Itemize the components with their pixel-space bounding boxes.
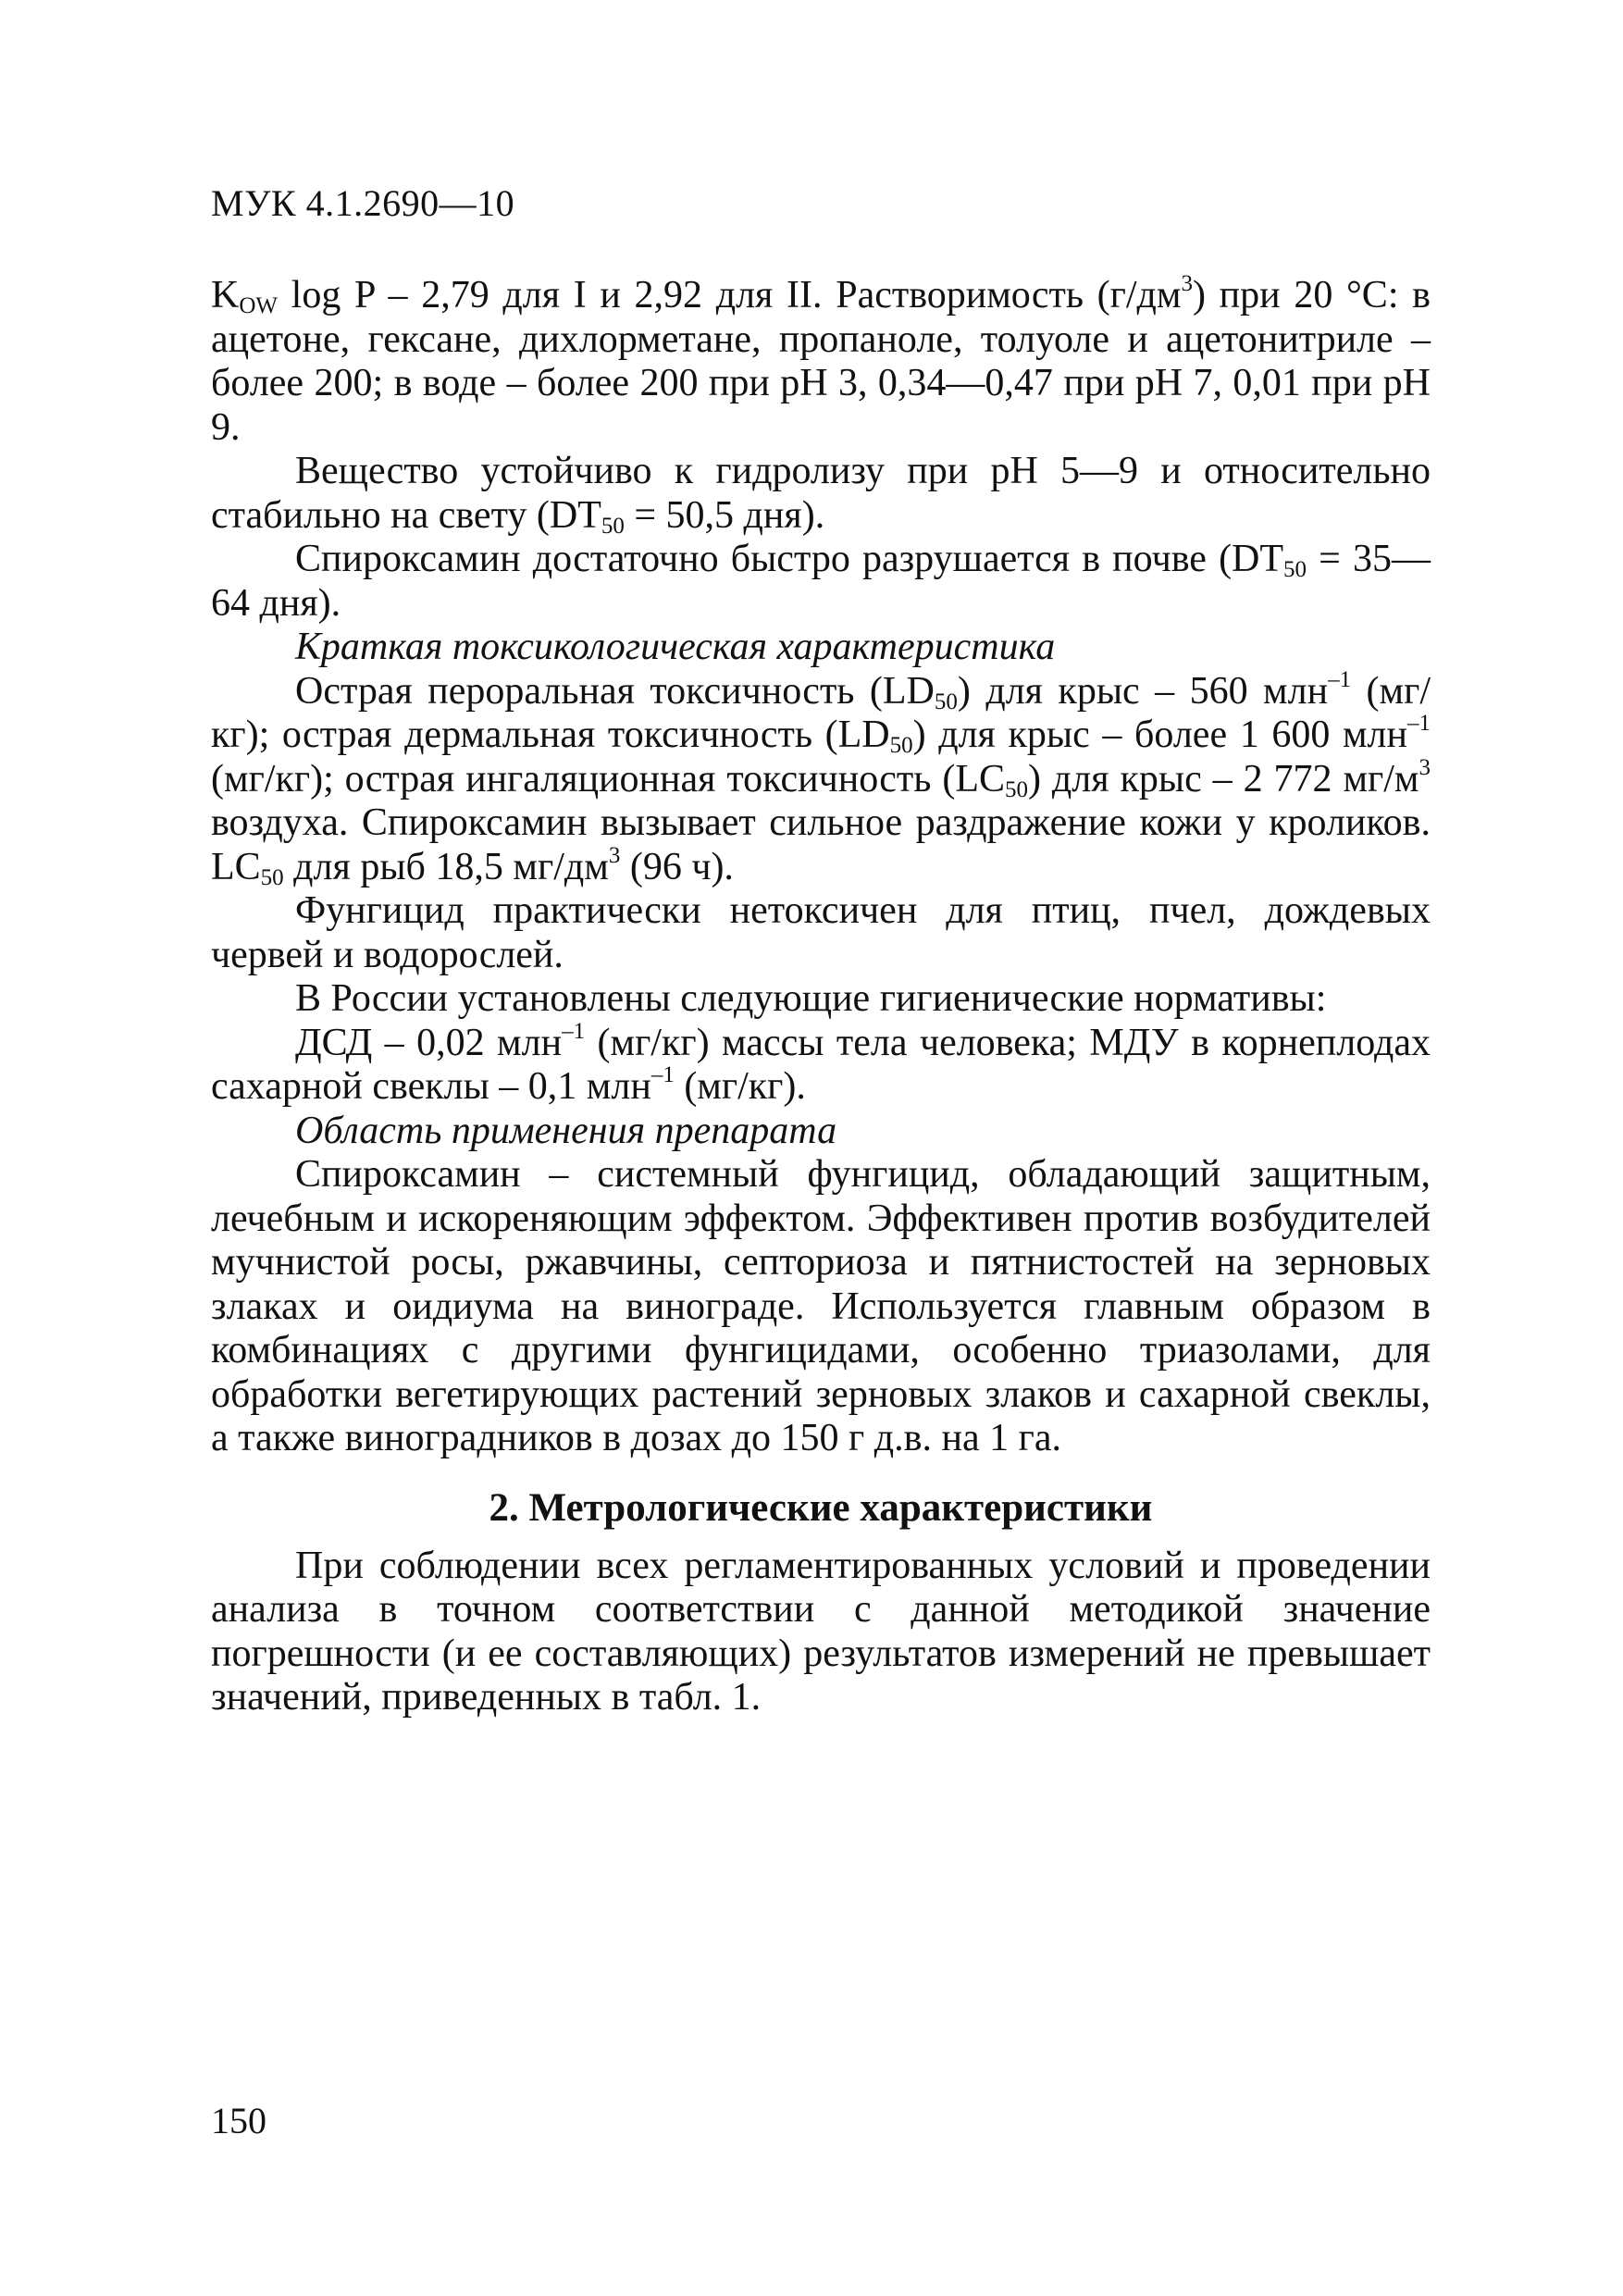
subscript: 50 [889, 733, 913, 758]
superscript: 3 [608, 842, 621, 868]
subheading-application: Область применения препарата [295, 1109, 837, 1152]
body-text [211, 271, 1431, 1720]
text-run: Спироксамин достаточно быстро разрушается в почве (DT [295, 538, 1284, 580]
paragraph-properties [211, 271, 1431, 450]
paragraph-application: Спироксамин – системный фунгицид, обладающий защитным, лечебным и искореняющим эффектом. Эффективен против возбудителей мучнистой росы, ржавчины, септориоза и пятнистостей на зерновых злаках и оидиума на винограде. Используется главным образом в комбинациях с другими фунгицидами, особенно триазолами, для обработки вегетирующих растений зерновых злаков и сахарной свеклы, а также виноградников в дозах до 150 г д.в. на 1 га. [211, 1153, 1431, 1459]
superscript: –1 [1328, 666, 1352, 692]
text-run: воздуха. Спироксамин вызывает сильное раздражение кожи у кроликов. LC [211, 801, 1431, 888]
text-run: (мг/кг); острая дермальная токсичность (LD [211, 669, 1431, 756]
text-run: ) для крыс – 560 млн [957, 669, 1329, 713]
paragraph-soil-degradation [211, 538, 1431, 626]
text-run: ) для крыс – 2 772 мг/м [1028, 757, 1419, 800]
subheading-toxicology: Краткая токсикологическая характеристика [295, 626, 1056, 668]
text-run: (96 ч). [620, 845, 734, 888]
text-run: ДСД – 0,02 млн [295, 1021, 563, 1064]
superscript: –1 [1407, 711, 1431, 736]
text-run: log P – 2,79 для I и 2,92 для II. Растворимость (г/дм [278, 274, 1182, 316]
text-run: Вещество устойчиво к гидролизу при pH 5—9 и относительно стабильно на свету (DT [211, 450, 1431, 537]
paragraph-norms [211, 1018, 1431, 1110]
text-run: = 35—64 дня). [211, 538, 1431, 625]
paragraph-stability [211, 450, 1431, 538]
text-run: ) для крыс – более 1 600 млн [912, 714, 1407, 756]
running-header: МУК 4.1.2690—10 [211, 182, 515, 224]
subscript: 50 [1005, 776, 1029, 802]
superscript: 3 [1419, 754, 1431, 780]
paragraph-norms-intro: В России установлены следующие гигиенические нормативы: [295, 977, 1327, 1020]
text-run: Острая пероральная токсичность (LD [295, 669, 935, 713]
text-run: ) при 20 °С: в ацетоне, гексане, дихлорметане, пропаноле, толуоле и ацетонитриле – более 200; в воде – более 200 при pH 3, 0,34—0,47 при pH 7, 0,01 при pH 9. [211, 274, 1431, 449]
paragraph-toxicity [211, 666, 1431, 890]
paragraph-metrology: При соблюдении всех регламентированных условий и проведении анализа в точном соответствии с данной методикой значение погрешности (и ее составляющих) результатов измерений не превышает значений, приведенных в табл. 1. [211, 1544, 1431, 1719]
paragraph-ecotoxicity: Фунгицид практически нетоксичен для птиц, пчел, дождевых червей и водорослей. [211, 889, 1431, 976]
superscript: –1 [650, 1062, 675, 1087]
text-run: = 50,5 дня). [624, 493, 825, 537]
text-run: (мг/кг). [674, 1065, 806, 1108]
subscript: OW [239, 293, 278, 318]
text-run: (мг/кг) массы тела человека; МДУ в корнеплодах сахарной свеклы – 0,1 млн [211, 1021, 1431, 1108]
superscript: –1 [562, 1018, 586, 1044]
text-run: для рыб 18,5 мг/дм [283, 845, 609, 888]
subscript: 50 [601, 513, 625, 539]
subscript: 50 [260, 864, 284, 890]
superscript: 3 [1181, 271, 1194, 296]
section-title: 2. Метрологические характеристики [489, 1485, 1153, 1530]
text-run: K [211, 274, 240, 316]
page-number: 150 [211, 2100, 266, 2141]
subscript: 50 [934, 689, 958, 714]
subscript: 50 [1283, 557, 1307, 582]
text-run: (мг/кг); острая ингаляционная токсичность (LC [211, 757, 1006, 800]
